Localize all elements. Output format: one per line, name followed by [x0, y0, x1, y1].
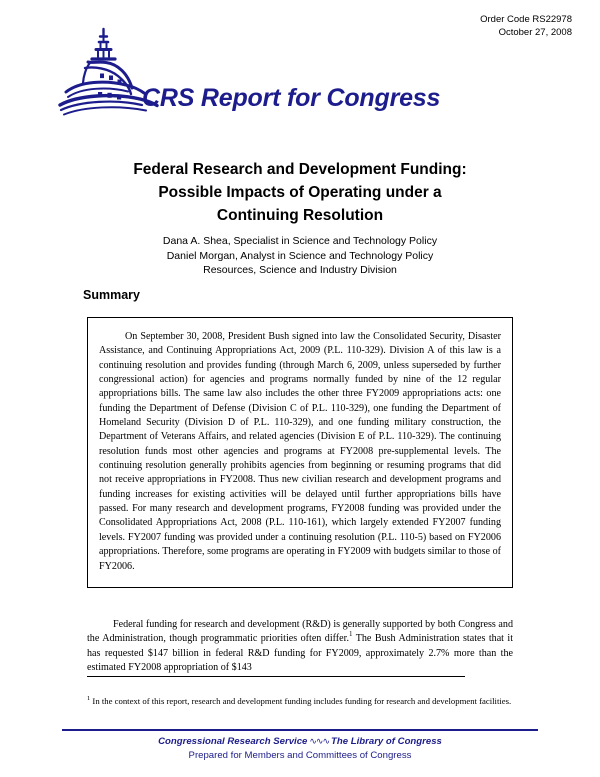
- footnote-marker: 1: [87, 694, 91, 702]
- page-title: [70, 158, 530, 227]
- footer-library-name: The Library of Congress: [331, 736, 442, 747]
- footer-secondary-line: Prepared for Members and Committees of Congress: [188, 750, 412, 761]
- title-line-3: Continuing Resolution: [216, 207, 384, 224]
- body-paragraph: [87, 618, 513, 675]
- footer-agency-name: Congressional Research Service: [158, 736, 308, 747]
- footer-rule: [62, 729, 538, 731]
- body-paragraph-part-1: Federal funding for research and development (R&D) is generally supported by both Congress and the Administration, though programmatic priorities often differ.: [87, 619, 513, 645]
- order-code: Order Code RS22978: [480, 14, 572, 25]
- crs-wordmark: CRS Report for Congress: [142, 84, 441, 112]
- author-line-2: Daniel Morgan, Analyst in Science and Technology Policy: [166, 249, 434, 262]
- wave-ornament-icon: ∿∿∿: [309, 736, 330, 746]
- author-line-3: Resources, Science and Industry Division: [203, 264, 397, 276]
- author-line-1: Dana A. Shea, Specialist in Science and Technology Policy: [162, 235, 438, 247]
- order-code-block: [480, 14, 572, 39]
- footnote: [87, 695, 513, 707]
- title-line-2: Possible Impacts of Operating under a: [158, 184, 442, 201]
- footnote-separator-rule: [87, 676, 465, 677]
- author-block: [70, 234, 530, 278]
- summary-text: On September 30, 2008, President Bush signed into law the Consolidated Security, Disaster Assistance, and Continuing Appropriations Act, 2009 (P.L. 110-329). Division A of this law is a continuing resolution and provides funding (through March 6, 2009, unless superseded by further congressional action) for agencies and programs normally funded by nine of the 12 regular appropriations bills. The same law also includes the other three FY2009 appropriations acts: one funding the Department of Defense (Division C of P.L. 110-329), one funding the Department of Homeland Security (Division D of P.L. 110-329), and one funding military construction, the Department of Veterans Affairs, and related agencies (Division E of P.L. 110-329). The continuing resolution funds most other agencies and programs at FY2008 pre-supplemental levels. The continuing resolution generally prohibits agencies from beginning or resuming programs that did not receive appropriations in FY2008. Thus new civilian research and development programs and funding increases for existing activities will be delayed until further appropriations bills have passed. For many research and development programs, FY2008 funding was provided under the Consolidated Appropriations Act, 2008 (P.L. 110-161), which largely extended FY2007 funding levels. FY2007 funding was provided under a continuing resolution (P.L. 110-5) based on FY2006 appropriations. Therefore, some programs are operating in FY2009 with budgets similar to those of FY2006.: [99, 331, 501, 572]
- footnote-text: In the context of this report, research and development funding includes funding for research and development facilities.: [90, 695, 512, 706]
- body-paragraph-part-2: The Bush Administration states that it has requested $147 billion in federal R&D funding for FY2009, approximately 2.7% more than the estimated FY2008 appropriation of $143: [87, 633, 514, 674]
- title-line-1: Federal Research and Development Funding:: [133, 161, 467, 178]
- summary-heading: Summary: [83, 288, 140, 302]
- summary-box: [87, 317, 513, 588]
- report-date: October 27, 2008: [498, 26, 572, 38]
- footer-primary-line: [62, 736, 538, 747]
- footnote-reference[interactable]: 1: [348, 630, 353, 639]
- crs-logo: [56, 26, 456, 122]
